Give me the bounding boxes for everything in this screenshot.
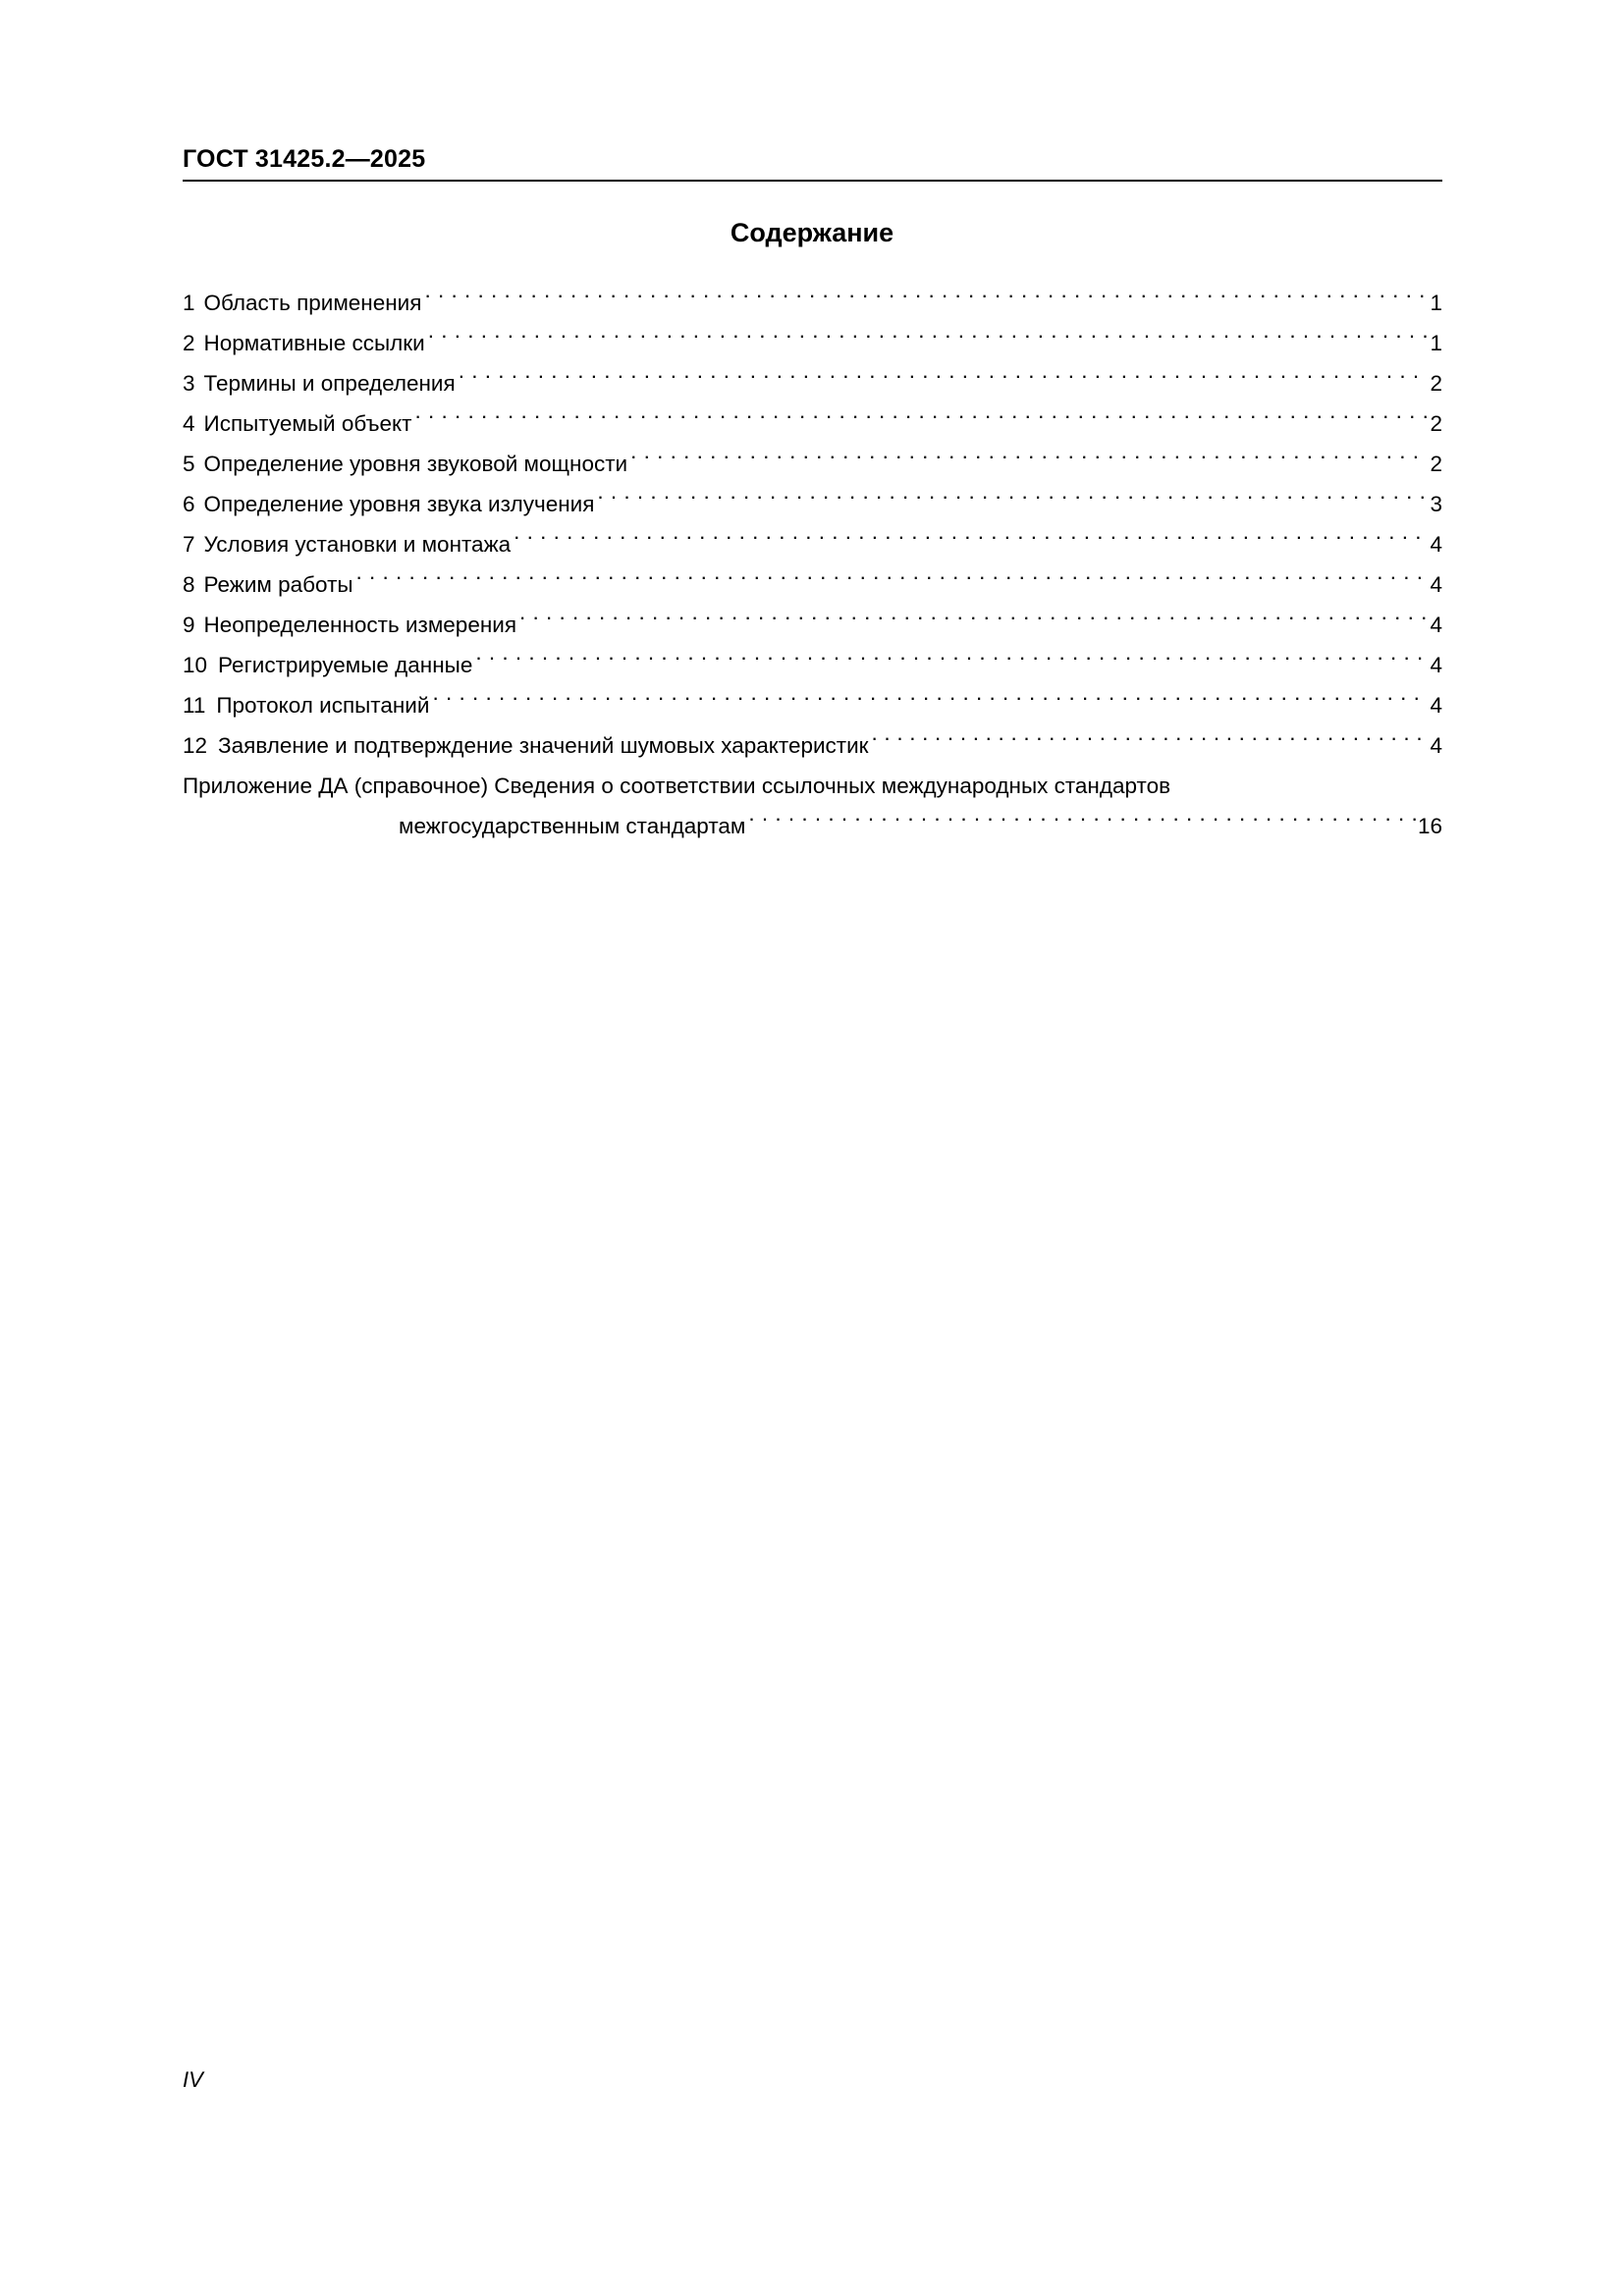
toc-leader-dots bbox=[414, 409, 1428, 432]
toc-entry[interactable] bbox=[183, 725, 1442, 766]
toc-entry-page: 1 bbox=[1430, 331, 1442, 355]
toc-entry-label: Неопределенность измерения bbox=[203, 613, 517, 637]
page-title: Содержание bbox=[730, 218, 894, 247]
toc-entry[interactable] bbox=[183, 444, 1442, 484]
toc-entry-number: 7 bbox=[183, 532, 195, 557]
toc-entry-label: Протокол испытаний bbox=[216, 693, 430, 718]
toc-entry[interactable] bbox=[183, 524, 1442, 564]
toc-entry-appendix[interactable] bbox=[183, 766, 1442, 846]
toc-entry-page: 1 bbox=[1430, 291, 1442, 315]
toc-entry-number: 3 bbox=[183, 371, 195, 396]
toc-entry-label: Испытуемый объект bbox=[203, 411, 412, 436]
header-divider bbox=[183, 180, 1442, 182]
toc-leader-dots bbox=[475, 651, 1428, 673]
toc-entry[interactable] bbox=[183, 685, 1442, 725]
toc-leader-dots bbox=[356, 570, 1429, 593]
toc-appendix-page: 16 bbox=[1417, 814, 1442, 838]
toc-entry-label: Определение уровня звука излучения bbox=[203, 492, 595, 516]
toc-entry-label: Область применения bbox=[203, 291, 422, 315]
toc-entry[interactable] bbox=[183, 283, 1442, 323]
toc-entry-number: 9 bbox=[183, 613, 195, 637]
toc-entry-number: 6 bbox=[183, 492, 195, 516]
toc-leader-dots bbox=[597, 490, 1428, 512]
toc-leader-dots bbox=[424, 289, 1428, 311]
toc-entry-label: Регистрируемые данные bbox=[218, 653, 473, 677]
toc-appendix-line-2: межгосударственным стандартам bbox=[399, 814, 746, 838]
toc-entry-page: 4 bbox=[1430, 653, 1442, 677]
toc-leader-dots bbox=[514, 530, 1428, 553]
toc-entry-number: 5 bbox=[183, 452, 195, 476]
toc-entry-page: 4 bbox=[1430, 693, 1442, 718]
page-folio: IV bbox=[183, 2067, 203, 2092]
toc-leader-dots bbox=[432, 691, 1428, 714]
toc-entry-label: Условия установки и монтажа bbox=[203, 532, 512, 557]
toc-entry-page: 4 bbox=[1430, 613, 1442, 637]
toc-entry-number: 4 bbox=[183, 411, 195, 436]
toc-entry[interactable] bbox=[183, 564, 1442, 605]
toc-entry-number: 2 bbox=[183, 331, 195, 355]
toc-entry-page: 4 bbox=[1430, 733, 1442, 758]
toc-entry-page: 2 bbox=[1430, 452, 1442, 476]
toc-entry-label: Заявление и подтверждение значений шумовых характеристик bbox=[218, 733, 869, 758]
toc-entry-label: Термины и определения bbox=[203, 371, 456, 396]
toc-entry[interactable] bbox=[183, 323, 1442, 363]
toc-entry-number: 11 bbox=[183, 693, 206, 718]
toc-appendix-line-2-row bbox=[183, 806, 1442, 846]
toc-entry[interactable] bbox=[183, 605, 1442, 645]
toc-leader-dots bbox=[748, 812, 1416, 834]
toc-leader-dots bbox=[459, 369, 1429, 392]
toc-entry[interactable] bbox=[183, 645, 1442, 685]
toc-entry-label: Определение уровня звуковой мощности bbox=[203, 452, 628, 476]
toc-entry[interactable] bbox=[183, 484, 1442, 524]
toc-entry[interactable] bbox=[183, 403, 1442, 444]
toc-entry-label: Нормативные ссылки bbox=[203, 331, 425, 355]
toc-leader-dots bbox=[428, 329, 1429, 351]
toc-entry-number: 10 bbox=[183, 653, 208, 677]
toc-appendix-line-1: Приложение ДА (справочное) Сведения о соответствии ссылочных международных стандартов bbox=[183, 774, 1171, 798]
toc-entry-page: 4 bbox=[1430, 532, 1442, 557]
toc-leader-dots bbox=[872, 731, 1429, 754]
toc-entry-page: 2 bbox=[1430, 411, 1442, 436]
toc-entry-page: 4 bbox=[1430, 572, 1442, 597]
toc-entry-number: 12 bbox=[183, 733, 208, 758]
table-of-contents bbox=[183, 283, 1442, 846]
toc-leader-dots bbox=[519, 611, 1428, 633]
toc-entry-number: 8 bbox=[183, 572, 195, 597]
toc-leader-dots bbox=[630, 450, 1428, 472]
standard-designation: ГОСТ 31425.2—2025 bbox=[183, 145, 426, 173]
toc-entry[interactable] bbox=[183, 363, 1442, 403]
toc-entry-page: 2 bbox=[1430, 371, 1442, 396]
toc-entry-label: Режим работы bbox=[203, 572, 353, 597]
toc-entry-page: 3 bbox=[1430, 492, 1442, 516]
toc-entry-number: 1 bbox=[183, 291, 195, 315]
